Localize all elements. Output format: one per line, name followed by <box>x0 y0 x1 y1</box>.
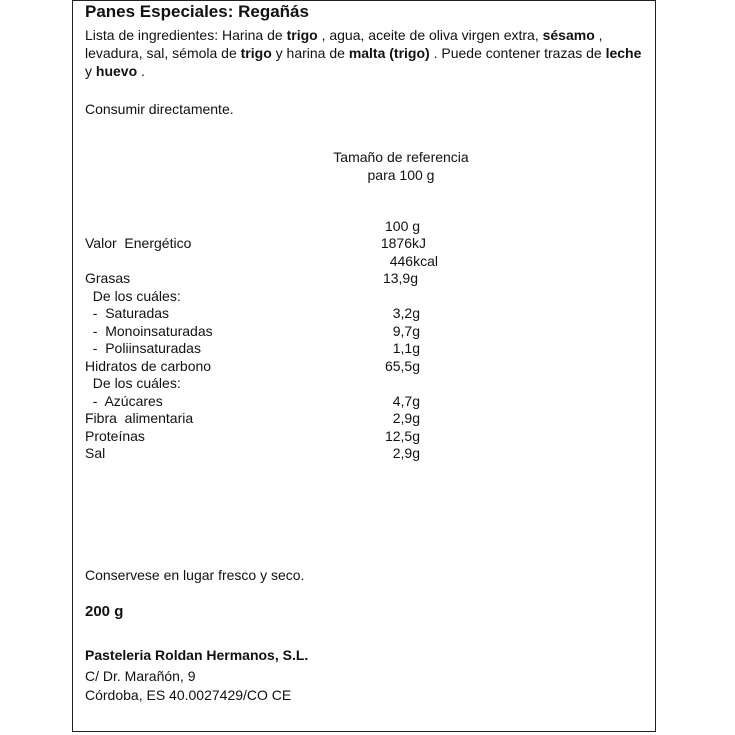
nutrition-label: - Poliinsaturadas <box>85 340 201 356</box>
nutrition-value: 2,9g <box>392 445 420 461</box>
storage-text: Conservese en lugar fresco y seco. <box>85 567 305 583</box>
reference-line-2: para 100 g <box>367 167 435 183</box>
nutrition-value: 2,9g <box>392 410 420 426</box>
allergen: trigo <box>286 27 318 43</box>
nutrition-label: Hidratos de carbono <box>85 357 212 374</box>
reference-line-1: Tamaño de referencia <box>333 149 469 165</box>
nutrition-value: 1,1g <box>392 340 420 356</box>
company-name: Pasteleria Roldan Hermanos, S.L. <box>85 647 309 663</box>
nutrition-label: - Azúcares <box>85 392 163 409</box>
usage-text: Consumir directamente. <box>85 101 234 117</box>
allergen: malta (trigo) <box>348 45 430 61</box>
ingredients-text: , agua, aceite de oliva virgen extra, <box>317 27 543 43</box>
ingredients-text: y harina de <box>271 45 349 61</box>
nutrition-label: Proteínas <box>85 427 145 444</box>
nutrition-column-header: 100 g <box>385 218 421 234</box>
nutrition-value: 4,7g <box>392 392 420 409</box>
company-address: C/ Dr. Marañón, 9 <box>85 668 196 684</box>
ingredients-list <box>85 26 645 80</box>
ingredients-text: . Puede contener trazas de <box>429 45 606 61</box>
nutrition-value: 65,5g <box>384 357 420 374</box>
company-registry: Córdoba, ES 40.0027429/CO CE <box>85 687 292 703</box>
nutrition-value: 446kcal <box>389 252 438 269</box>
nutrition-value: 9,7g <box>392 322 420 339</box>
ingredients-text: y <box>85 63 96 79</box>
allergen: huevo <box>95 63 138 79</box>
nutrition-value: 13,9g <box>382 270 418 286</box>
net-weight: 200 g <box>85 603 124 620</box>
nutrition-value: 12,5g <box>384 427 420 444</box>
nutrition-label: De los cuáles: <box>85 375 181 391</box>
nutrition-value: 1876kJ <box>380 235 426 251</box>
product-title: Panes Especiales: Regañás <box>85 2 309 21</box>
nutrition-label: Valor Energético <box>85 235 192 251</box>
allergen: leche <box>605 45 642 61</box>
nutrition-label: - Monoinsaturadas <box>85 322 213 339</box>
nutrition-value: 3,2g <box>392 305 420 321</box>
nutrition-label: Fibra alimentaria <box>85 410 194 426</box>
nutrition-label: Sal <box>85 445 106 461</box>
allergen: trigo <box>240 45 272 61</box>
ingredients-text: . <box>137 63 145 79</box>
allergen: sésamo <box>542 27 595 43</box>
ingredients-text: Lista de ingredientes: Harina de <box>85 27 287 43</box>
nutrition-label: - Saturadas <box>85 305 170 321</box>
ingredients-text: , levadura, sal, sémola de <box>85 27 603 61</box>
nutrition-label: De los cuáles: <box>85 287 181 304</box>
nutrition-label: Grasas <box>85 270 131 286</box>
